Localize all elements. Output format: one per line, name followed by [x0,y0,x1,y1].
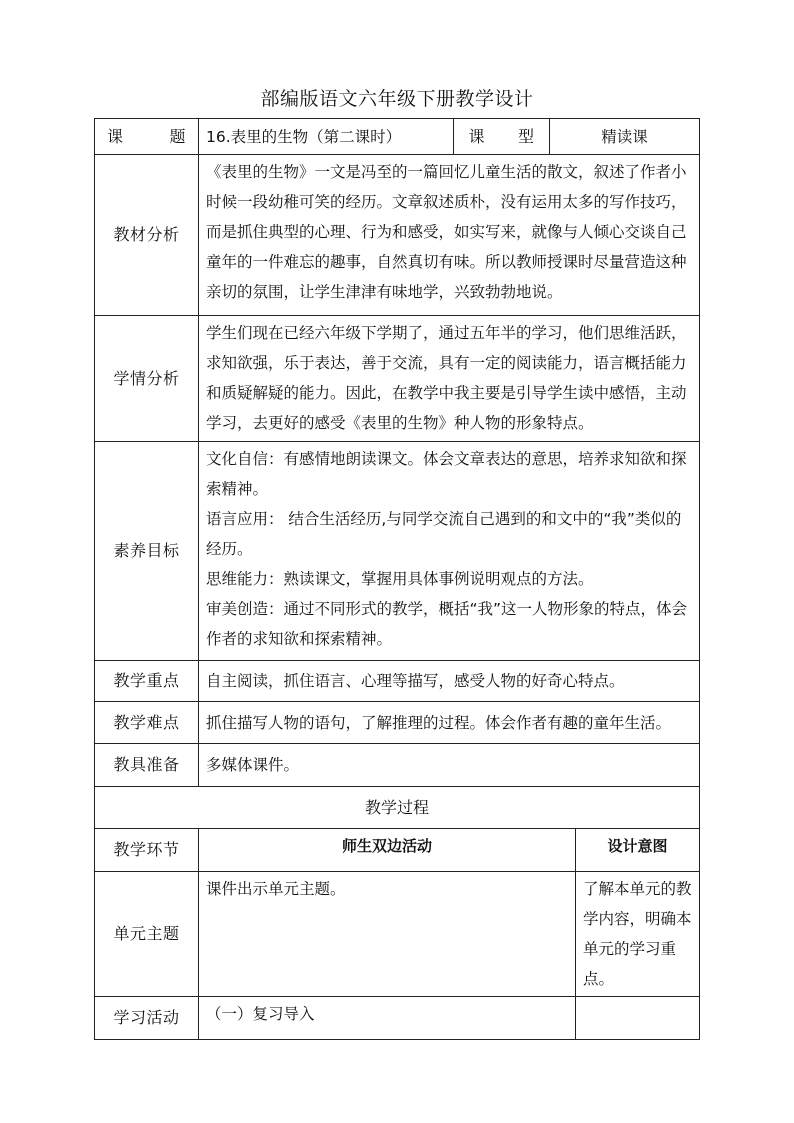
students-text: 学生们现在已经六年级下学期了，通过五年半的学习，他们思维活跃，求知欲强，乐于表达，善于交流，具有一定的阅读能力，语言概括能力和质疑解疑的能力。因此，在教学中我主要是引导学生读中感悟，主动学习，去更好的感受《表里的生物》种人物的形象特点。 [199,316,700,442]
goal-item: 文化自信：有感情地朗读课文。体会文章表达的意思，培养求知欲和探索精神。 [206,450,687,498]
type-label: 课 型 [454,119,550,155]
tools-label: 教具准备 [95,744,199,787]
goals-row [95,442,700,661]
type-value: 精读课 [550,119,700,155]
tools-row [95,744,700,787]
difficulties-row [95,702,700,744]
process-title-row [95,787,700,829]
difficulties-text: 抓住描写人物的语句，了解推理的过程。体会作者有趣的童年生活。 [199,702,700,744]
students-label: 学情分析 [95,316,199,442]
unit-theme-row [95,872,700,997]
goals-label: 素养目标 [95,442,199,661]
tools-text: 多媒体课件。 [199,744,700,787]
goals-list [199,442,700,661]
goal-item: 思维能力：熟读课文，掌握用具体事例说明观点的方法。 [206,570,594,588]
material-label: 教材分析 [95,155,199,316]
unit-theme-activity: 课件出示单元主题。 [199,872,576,997]
learning-activity: （一）复习导入 [199,997,576,1040]
key-points-row [95,661,700,702]
goal-item: 审美创造：通过不同形式的教学，概括“我”这一人物形象的特点，体会作者的求知欲和探索精神。 [206,600,688,648]
activity-column-header: 师生双边活动 [199,829,576,872]
process-section-title: 教学过程 [95,787,700,829]
learning-row [95,997,700,1040]
learning-label: 学习活动 [95,997,199,1040]
material-text: 《表里的生物》一文是冯至的一篇回忆儿童生活的散文，叙述了作者小时候一段幼稚可笑的经历。文章叙述质朴，没有运用太多的写作技巧，而是抓住典型的心理、行为和感受，如实写来，就像与人倾心交谈自己童年的一件难忘的趣事，自然真切有味。所以教师授课时尽量营造这种亲切的氛围，让学生津津有味地学，兴致勃勃地说。 [199,155,700,316]
material-row [95,155,700,316]
process-header-row [95,829,700,872]
topic-row [95,119,700,155]
topic-value: 16.表里的生物（第二课时） [199,119,454,155]
unit-theme-intent: 了解本单元的教学内容，明确本单元的学习重点。 [576,872,700,997]
key-points-label: 教学重点 [95,661,199,702]
stage-column-header: 教学环节 [95,829,199,872]
topic-label: 课 题 [95,119,199,155]
unit-theme-label: 单元主题 [95,872,199,997]
students-row [95,316,700,442]
intent-column-header: 设计意图 [576,829,700,872]
key-points-text: 自主阅读，抓住语言、心理等描写，感受人物的好奇心特点。 [199,661,700,702]
goal-item: 语言应用： 结合生活经历,与同学交流自己遇到的和文中的“我”类似的经历。 [206,510,682,558]
lesson-plan-table [94,118,700,1040]
learning-intent [576,997,700,1040]
difficulties-label: 教学难点 [95,702,199,744]
document-title: 部编版语文六年级下册教学设计 [260,88,534,110]
